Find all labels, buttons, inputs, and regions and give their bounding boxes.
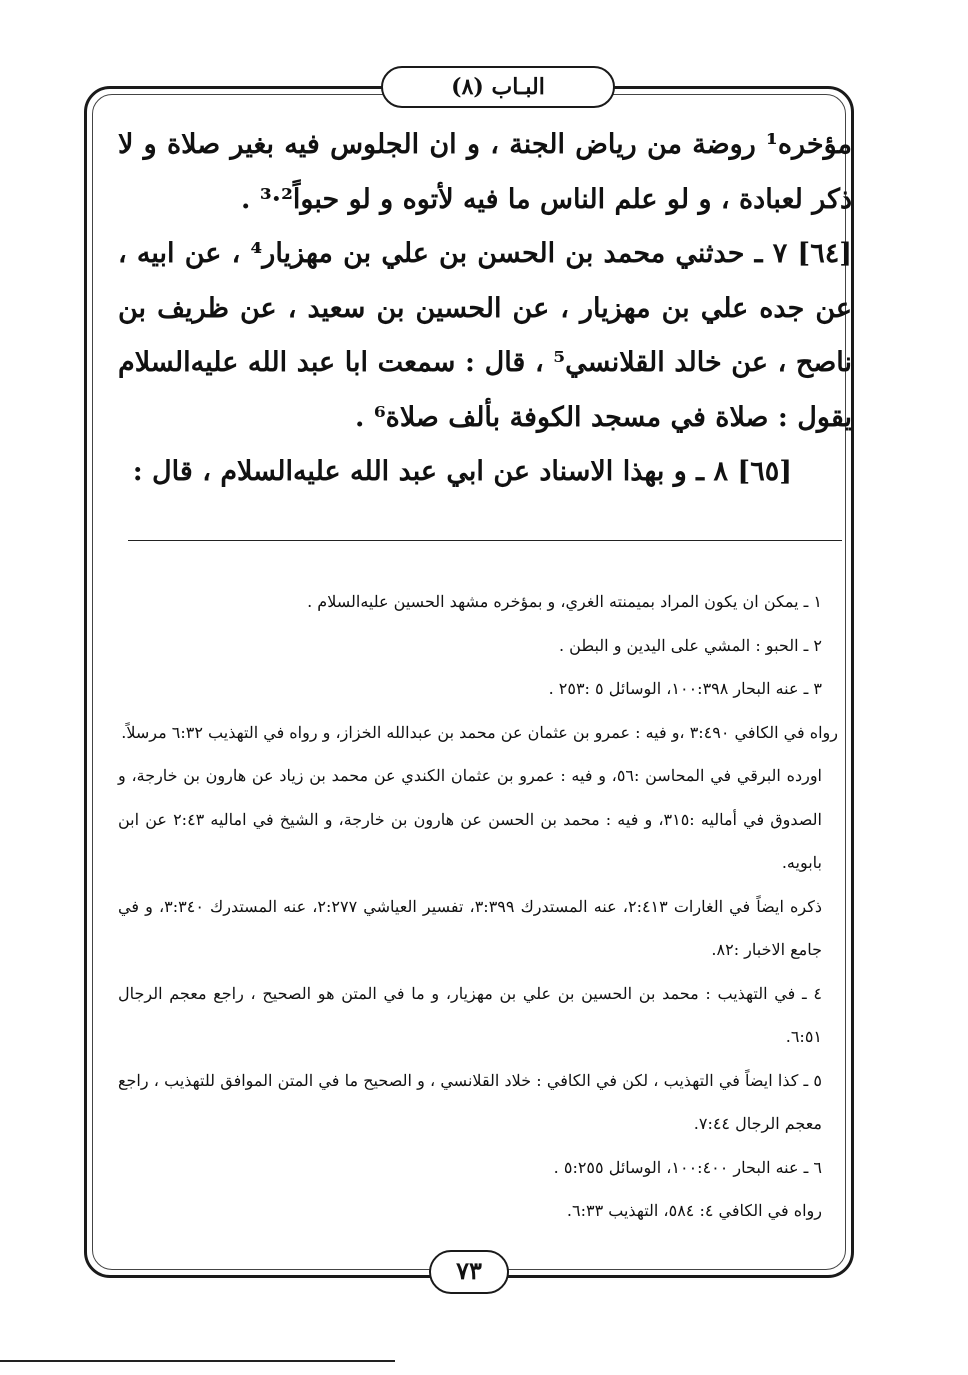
footnote: ذكره ايضاً في الغارات ٢:٤١٣، عنه المستدرك ٣:٣٩٩، تفسير العياشي ٢:٢٧٧، عنه المستدرك ٣:٣٤٠، و في جامع الاخبار :٨٢. bbox=[118, 896, 822, 959]
footnote: ١ ـ يمكن ان يكون المراد بميمنته الغري، و بمؤخره مشهد الحسين عليه‌السلام . bbox=[307, 592, 822, 611]
footnote: ٤ ـ في التهذيب : محمد بن الحسين بن علي بن مهزيار، و ما في المتن هو الصحيح ، راجع معجم الرجال ٦:٥١. bbox=[118, 983, 822, 1046]
footnote: ٣ ـ عنه البحار ١٠٠:٣٩٨، الوسائل ٥ :٢٥٣ . bbox=[548, 679, 822, 698]
footnote: ٦ ـ عنه البحار ١٠٠:٤٠٠، الوسائل ٥:٢٥٥ . bbox=[553, 1157, 822, 1177]
footnote: ٥ ـ كذا ايضاً في التهذيب ، لكن في الكافي : خلاد القلانسي ، و الصحيح ما في المتن الموافق للتهذيب ، راجع معجم الرجال ٧:٤٤. bbox=[118, 1070, 822, 1133]
hadith-paragraph: [٦٥] ٨ ـ و بهذا الاسناد عن ابي عبد الله عليه‌السلام ، قال : bbox=[132, 456, 792, 487]
main-paragraph: مؤخره¹ روضة من رياض الجنة ، و ان الجلوس فيه بغير صلاة و لا ذكر لعبادة ، و لو علم الناس ما فيه لأتوه و لو حبواً²·³ . bbox=[118, 129, 852, 215]
hadith-paragraph: [٦٤] ٧ ـ حدثني محمد بن الحسن بن علي بن مهزيار⁴ ، عن ابيه ، عن جده علي بن مهزيار ، عن الحسين بن سعيد ، عن ظريف بن ناصح ، عن خالد القلانسي⁵ ، قال : سمعت ابا عبد الله عليه‌السلام يقول : صلاة في مسجد الكوفة بألف صلاة⁶ . bbox=[118, 238, 852, 433]
footnotes bbox=[118, 580, 838, 1233]
footnote: رواه في الكافي ٣:٤٩٠ ،و فيه : عمرو بن عثمان عن محمد بن عبدالله الخزاز، و رواه في التهذيب ٦:٣٢ مرسلاً. bbox=[121, 722, 838, 742]
page-number: ٧٣ bbox=[429, 1250, 509, 1294]
footnote-divider bbox=[128, 540, 842, 541]
chapter-title: البـاب (٨) bbox=[381, 66, 615, 108]
footnote: ٢ ـ الحبو : المشي على اليدين و البطن . bbox=[559, 635, 822, 655]
main-text bbox=[118, 118, 852, 500]
scan-edge-rule bbox=[0, 1360, 395, 1362]
footnote: اورده البرقي في المحاسن :٥٦، و فيه : عمرو بن عثمان الكندي عن محمد بن زياد عن هارون بن خارجة، و الصدوق في أماليه :٣١٥، و فيه : محمد بن الحسن عن هارون بن خارجة، و الشيخ في اماليه ٢:٤٣ عن ابن بابويه. bbox=[118, 766, 822, 872]
footnote: رواه في الكافي ٤: ٥٨٤، التهذيب ٦:٣٣. bbox=[566, 1201, 822, 1220]
